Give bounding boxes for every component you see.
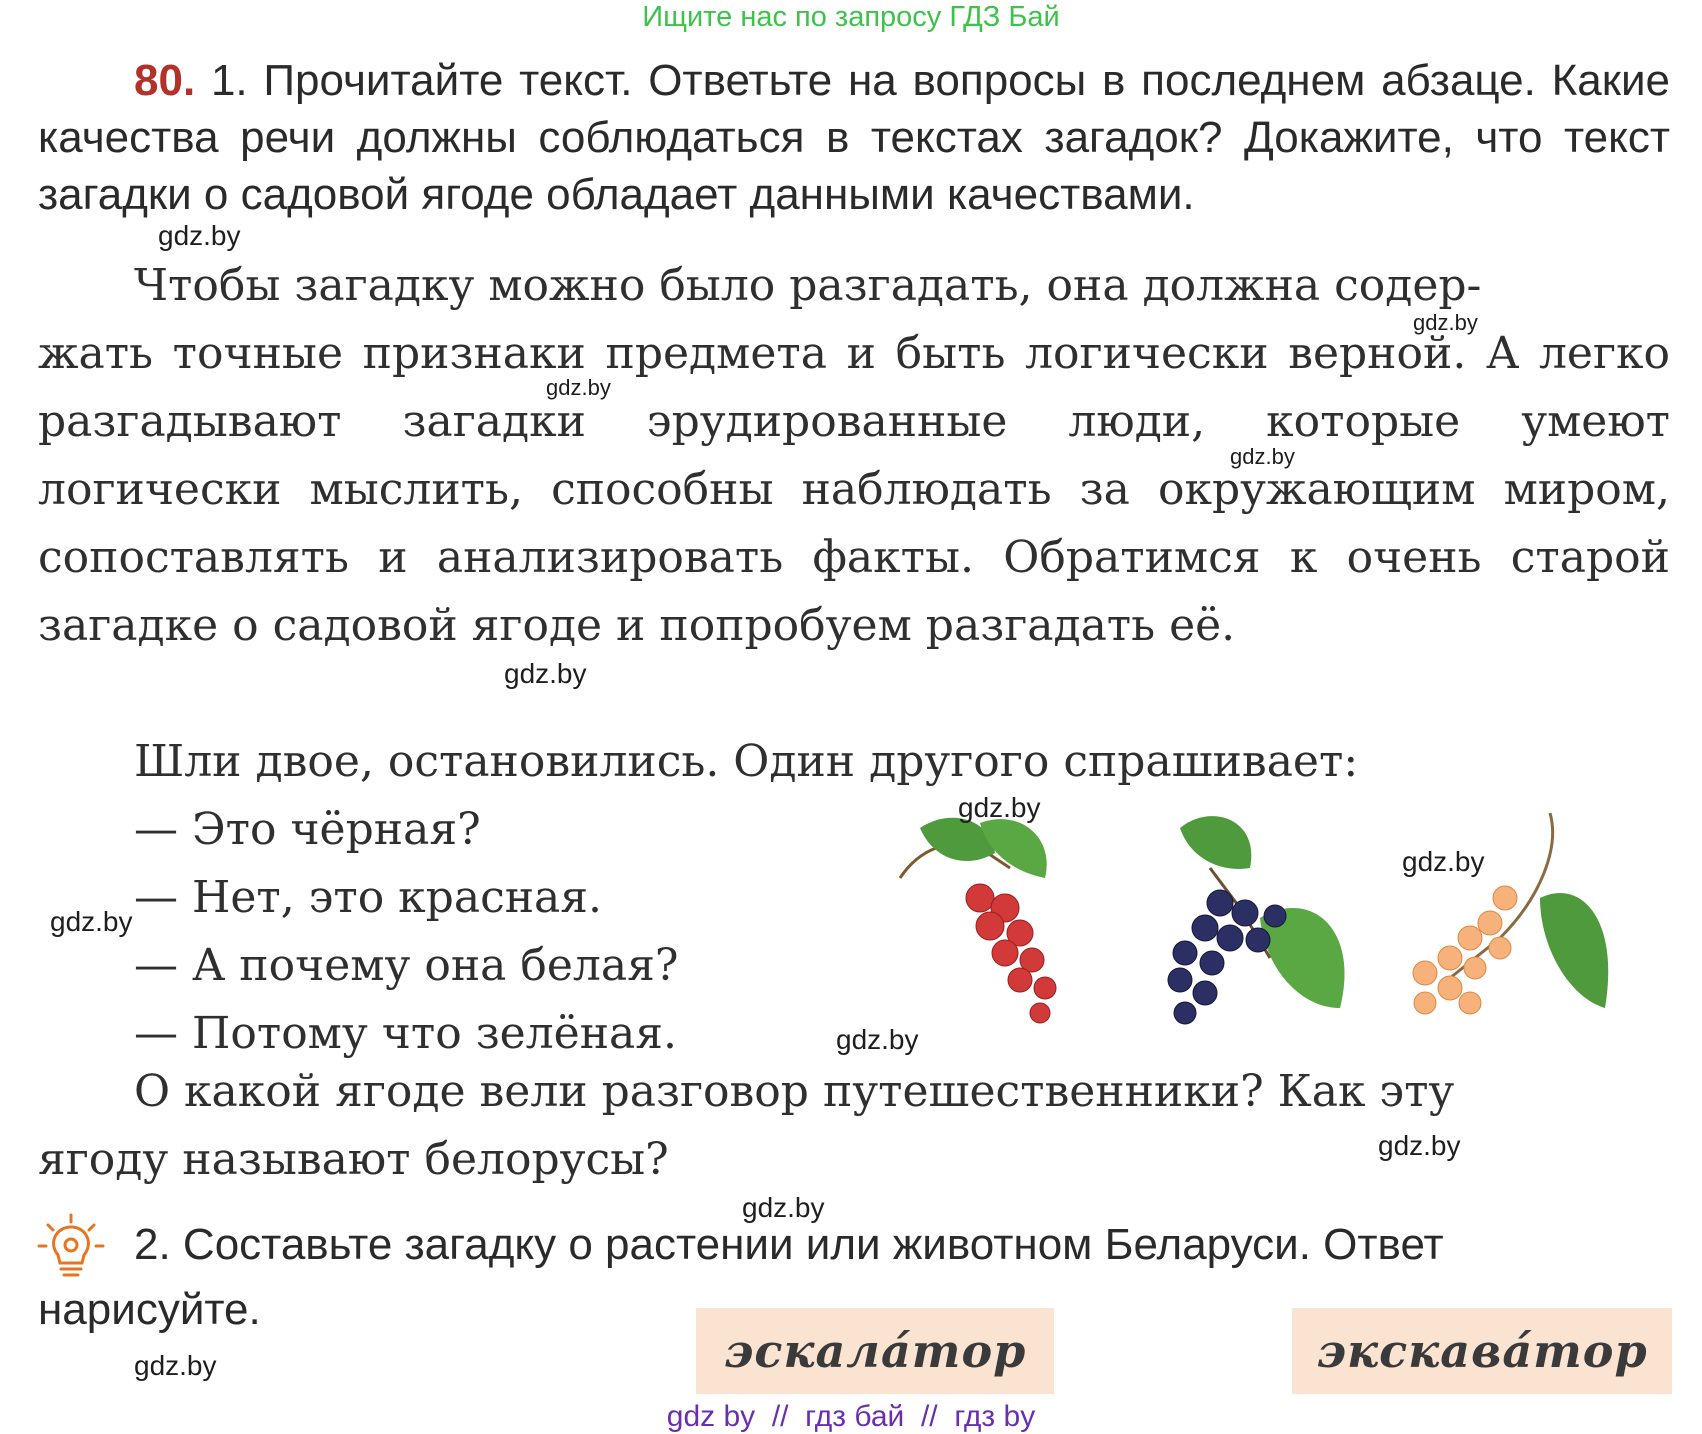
white-currant-icon — [1413, 813, 1608, 1014]
riddle-line: Шли двое, остановились. Один другого спрашивает: — [134, 736, 1359, 787]
top-banner: Ищите нас по запросу ГДЗ Бай — [642, 1, 1060, 33]
watermark: gdz.by — [1378, 1130, 1461, 1161]
task-1-text: 1. Прочитайте текст. Ответьте на вопросы в последнем абзаце. Какие качества речи должны соблюдаться в текстах загадок? Докажите, что текст загадки о садовой ягоде обладает данными качествами. — [38, 56, 1670, 219]
watermark: gdz.by — [504, 658, 587, 689]
riddle-line: — А почему она белая? — [134, 940, 679, 991]
word-card: экскава́тор — [1292, 1308, 1672, 1394]
watermark: gdz.by — [134, 1350, 217, 1381]
riddle-line: — Нет, это красная. — [134, 872, 603, 923]
task-2-text-start: 2. Составьте загадку о растении или животном Беларуси. Ответ — [134, 1220, 1444, 1269]
watermark: gdz.by — [1413, 310, 1478, 335]
paragraph-1-first-line: Чтобы загадку можно было разгадать, она должна содер- — [134, 260, 1482, 311]
watermark: gdz.by — [50, 906, 133, 937]
task-2-text-end: нарисуйте. — [38, 1285, 261, 1334]
watermark: gdz.by — [958, 792, 1041, 823]
watermark: gdz.by — [1402, 846, 1485, 877]
watermark: gdz.by — [158, 220, 241, 251]
paragraph-1-rest: жать точные признаки предмета и быть логически верной. А легко разгадывают загадки эрудированные люди, которые умеют логически мыслить, способны наблюдать за окружающим миром, сопоставлять и анализировать факты. Обратимся к очень старой загадке о садовой ягоде и попробуем разгадать её. — [38, 328, 1670, 651]
task-1 — [38, 52, 1670, 223]
riddle-line: — Это чёрная? — [134, 804, 481, 855]
footer-links: gdz by // гдз бай // гдз by — [666, 1400, 1036, 1433]
riddle-line: — Потому что зелёная. — [134, 1008, 678, 1059]
paragraph-2 — [38, 1058, 1670, 1194]
watermark: gdz.by — [742, 1192, 825, 1223]
red-currant-icon — [900, 818, 1056, 1023]
paragraph-2-rest: ягоду называют белорусы? — [38, 1134, 669, 1185]
watermark: gdz.by — [836, 1024, 919, 1055]
word-card: эскала́тор — [696, 1308, 1054, 1394]
currant-berries-illustration — [880, 808, 1670, 1038]
paragraph-2-first-line: О какой ягоде вели разговор путешественники? Как эту — [134, 1066, 1455, 1117]
watermark: gdz.by — [546, 375, 611, 400]
task-number: 80. — [134, 56, 196, 105]
black-currant-icon — [1168, 816, 1345, 1024]
watermark: gdz.by — [1230, 444, 1295, 469]
